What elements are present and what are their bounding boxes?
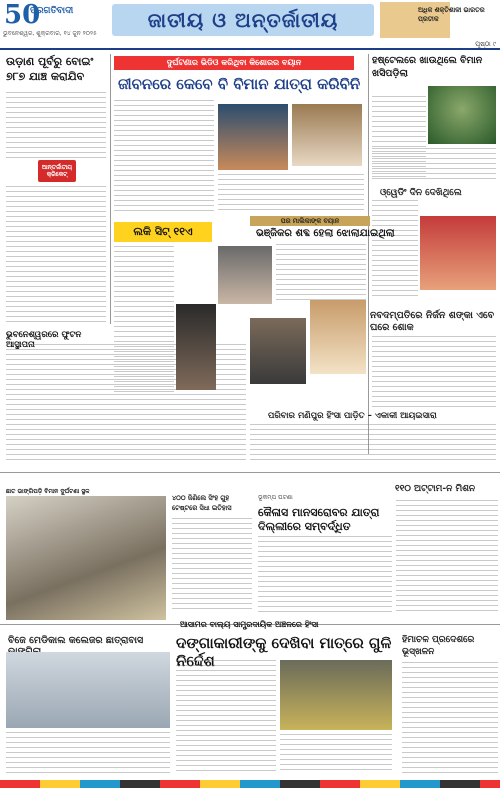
column-rule: [110, 54, 111, 324]
article-body: [372, 148, 496, 182]
headline-boeing-check: ଉଡ଼ାଣ ପୂର୍ବରୁ ବୋଇଂ ୭୮୭ ଯାଞ୍ଚ କରାଯିବ: [6, 55, 94, 83]
logo-50-years: 50: [4, 0, 41, 30]
lucky-seat-text: ଲକି ସିଟ୍ ୧୧ଏ: [133, 225, 193, 238]
photo-medical-college: [6, 652, 170, 728]
article-body: [176, 660, 276, 774]
article-body: [114, 246, 174, 394]
kicker-strip: [114, 56, 354, 70]
article-body: [6, 186, 106, 326]
photo-teen-witness: [218, 104, 288, 170]
kicker-kailash: ଭୂକମ୍ପ ଘଟଣା: [258, 494, 293, 501]
headline-kailash: କୈଳାସ ମାନସରୋବର ଯାତ୍ରା ଦିଲ୍ଲୀରେ ସମ୍ବର୍ଦ୍ଧିତ: [258, 506, 380, 533]
headline-himachal: ହିମାଚଳ ପ୍ରଦେଶରେ ଭୂସ୍ଖଳନ: [402, 635, 475, 657]
headline-assam: ଦଙ୍ଗାକାରୀଙ୍କୁ ଦେଖିବା ମାତ୍ରେ ଗୁଳି ନିର୍ଦ୍ଦେଶ: [176, 634, 392, 670]
article-body: [218, 174, 364, 212]
article-body: [6, 732, 170, 776]
collapse-caption: ଛାତ ଭାଙ୍ଗିପଡ଼ି ବିମାନ ଦୁର୍ଘଟଣା ସ୍ଥଳ: [6, 488, 90, 495]
fire-kicker: ପର ମାଲିକାଙ୍କ ବୟାନ: [280, 216, 340, 225]
fire-kicker-strip: [250, 216, 370, 226]
kicker-assam: ଆସାମର ବାଲ୍ୟ ସାମ୍ପ୍ରଦାୟିକ ଅଞ୍ଚଳରେ ହିଂସା: [180, 620, 319, 629]
article-body: [250, 424, 496, 464]
headline-medical: ବିଜେ ମେଡିକାଲ କଲେଜର ଛାତ୍ରାବାସ: [8, 635, 144, 646]
photo-building-collapse: [6, 496, 166, 620]
article-body: [402, 662, 498, 774]
column-rule: [368, 54, 369, 454]
main-headline: ଜୀବନରେ କେବେ ବି ବିମାନ ଯାତ୍ରା କରିବିନି: [118, 75, 361, 93]
color-registration-bar: [0, 780, 500, 788]
photo-woman: [218, 246, 272, 304]
headline-india: ଟେଷ୍ଟରେ ସିଧା ଇତିହାସ: [172, 504, 232, 512]
headline-mission: ୧୧୦ ଅଟ୍ଟାମ-ନ ମିଶନ: [395, 484, 476, 494]
article-body: [258, 536, 392, 614]
headline-orange: ଭୁବନେଶ୍ୱରରେ ଫୁଟନ ଆସ୍ଥାପନା: [6, 330, 82, 350]
section-banner: [112, 4, 374, 36]
headline-manipur: ପରିବାର ମଣିପୁର ହିଂସା ପାଡ଼ିତ – ଏକାକୀ ଆୟଇସାରା: [268, 411, 437, 421]
photo-family: [292, 104, 362, 166]
kicker-india: ୪୦୦ ଜିଣିଲେ ସିଂହ ଗୁହ: [172, 494, 230, 502]
headline-newlywed: ନବଦମ୍ପତିରେ ନିର୍ଜନ ଶଙ୍କା ଏବେ ଘରେ ଶୋକ: [370, 310, 495, 333]
headline-hostel: ହଷ୍ଟେଲରେ ଖାଉଥିଲେ ବିମାନ ଖସିପଡ଼ିଲା: [372, 55, 483, 79]
article-body: [372, 200, 418, 300]
photo-student: [428, 86, 496, 144]
article-body: [6, 92, 106, 158]
headline-wedding: ଓ୍ୱେଡିଂ ଦିନ ଦେଖିଥିଲେ: [380, 188, 462, 198]
article-body: [276, 244, 366, 304]
photo-man: [250, 318, 306, 384]
photo-couple: [310, 300, 366, 374]
promo-text: ଅଧିକ ଶକ୍ତିଶାଳୀ ଭାରତର ପ୍ରତୀକ: [418, 6, 485, 23]
photo-survivor: [176, 304, 216, 390]
publication-date: ଭୁବନେଶ୍ୱର, ଶୁକ୍ରବାର, ୧୪ ଜୁନ ୨୦୨୫: [3, 30, 97, 37]
kicker-text: ଦୁର୍ଘଟଣାର ଭିଡିଓ କରିଥିବା କିଶୋରର ବୟାନ: [166, 58, 302, 67]
article-body: [372, 336, 496, 408]
header-rule: [0, 48, 500, 50]
article-body: [396, 500, 498, 612]
article-body: [114, 100, 214, 212]
section-rule: [0, 472, 500, 473]
photo-crowd: [280, 660, 392, 730]
photo-wedding: [420, 216, 496, 290]
headline-fire: ଭଞ୍ଜିକର ଶବ୍ଦ ହେଲା ଝୋଲାଯାଇଥିଲା: [256, 228, 395, 239]
cricket-badge: ଆନ୍ତର୍ଜାତୀୟ କ୍ରିକେଟ୍: [38, 160, 76, 182]
page-number: ପୃଷ୍ଠା ୯: [475, 40, 496, 48]
article-body: [172, 518, 252, 610]
section-title: ଜାତୀୟ ଓ ଅନ୍ତର୍ଜାତୀୟ: [147, 8, 339, 32]
article-body: [280, 734, 392, 774]
masthead: [0, 0, 500, 42]
lucky-seat-banner: [114, 222, 212, 242]
brand-name: ପ୍ରଗତିବାଦୀ: [30, 6, 74, 16]
